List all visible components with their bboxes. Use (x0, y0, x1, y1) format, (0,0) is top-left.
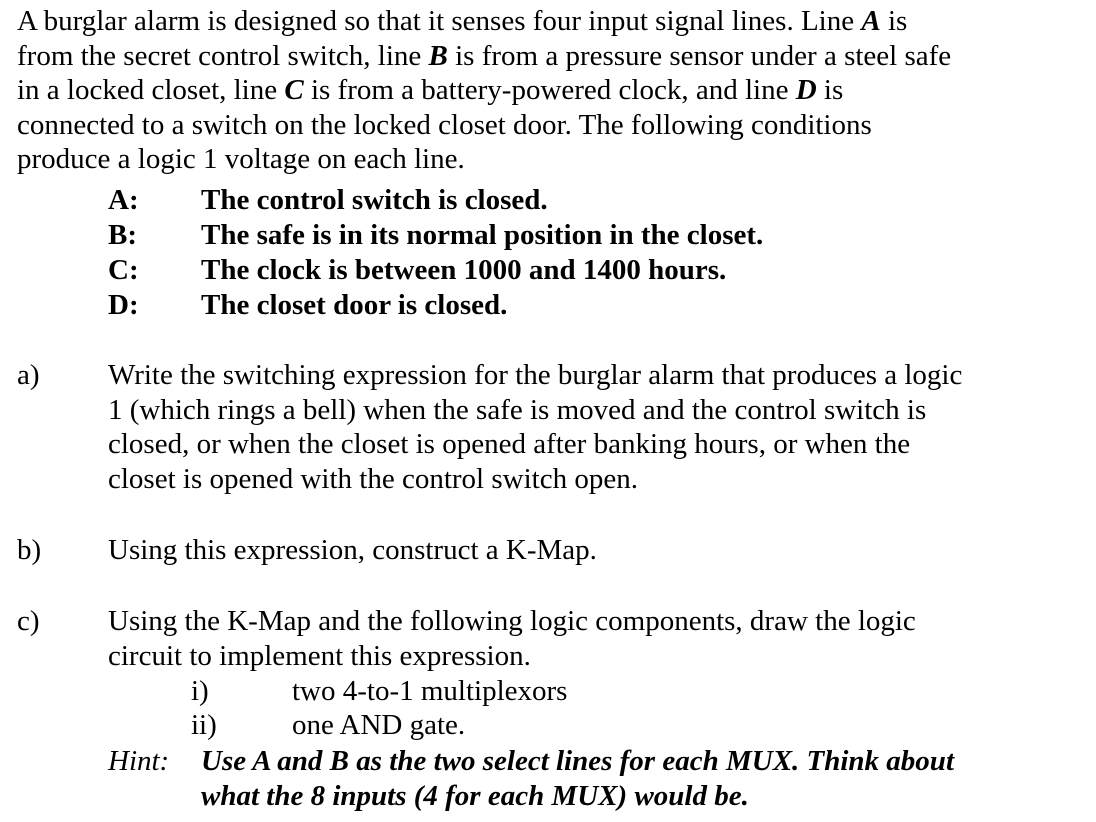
question-label: c) (17, 605, 40, 637)
hint-text: Use A and B as the two select lines for each MUX. Think about what the 8 inputs (4 for each MUX) would be. (201, 745, 954, 812)
component-key: i) (191, 675, 209, 707)
hint-label: Hint: (108, 745, 170, 777)
problem-intro (17, 4, 1077, 177)
condition-text: The clock is between 1000 and 1400 hours. (201, 254, 727, 286)
condition-key: C: (108, 254, 139, 286)
question-label: a) (17, 359, 40, 391)
intro-line: produce a logic 1 voltage on each line. (17, 143, 465, 176)
intro-line: A burglar alarm is designed so that it senses four input signal lines. Line A is (17, 5, 908, 37)
intro-line: connected to a switch on the locked closet door. The following conditions (17, 108, 872, 141)
question-body: Using this expression, construct a K-Map. (108, 534, 597, 566)
intro-line: from the secret control switch, line B is from a pressure sensor under a steel safe (17, 39, 952, 72)
question-body: Write the switching expression for the burglar alarm that produces a logic 1 (which rings a bell) when the safe is moved and the control switch is closed, or when the closet is opened after banking hours, or when the closet is opened with the control switch open. (108, 359, 963, 495)
component-key: ii) (191, 709, 217, 741)
component-text: one AND gate. (292, 709, 466, 741)
condition-text: The control switch is closed. (201, 184, 548, 216)
condition-key: B: (108, 219, 137, 251)
condition-text: The safe is in its normal position in the closet. (201, 219, 764, 251)
component-text: two 4-to-1 multiplexors (292, 675, 568, 707)
question-label: b) (17, 534, 42, 566)
condition-key: D: (108, 289, 139, 321)
question-body: Using the K-Map and the following logic components, draw the logic circuit to implement this expression. (108, 605, 916, 672)
condition-key: A: (108, 184, 139, 216)
condition-text: The closet door is closed. (201, 289, 508, 321)
intro-line: in a locked closet, line C is from a battery-powered clock, and line D is (17, 74, 844, 107)
